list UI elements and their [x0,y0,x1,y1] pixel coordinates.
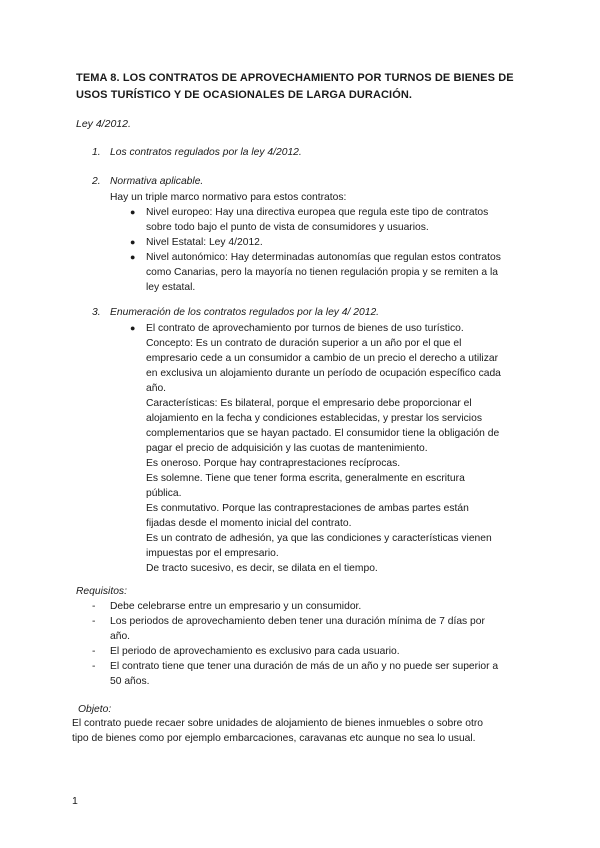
bullet-icon: ● [130,207,136,217]
requisito-item: Los periodos de aprovechamiento deben tener una duración mínima de 7 días por año. [110,616,485,642]
enumeracion-line: Es un contrato de adhesión, ya que las condiciones y características vienen [146,533,492,544]
normativa-intro: Hay un triple marco normativo para estos contratos: [110,192,347,203]
enumeracion-line: impuestas por el empresario. [146,548,279,559]
requisito-item: El periodo de aprovechamiento es exclusivo para cada usuario. [110,646,400,657]
page-number: 1 [72,795,78,807]
objeto-text: El contrato puede recaer sobre unidades de alojamiento de bienes inmuebles o sobre otro tipo de bienes como por ejemplo embarcaciones, caravanas etc aunque no sea lo usual. [72,718,483,744]
enumeracion-line: empresario cede a un consumidor a cambio de un precio el derecho a utilizar [146,353,499,364]
enumeracion-line: en exclusiva un alojamiento durante un período de ocupación específico cada [146,368,501,379]
bullet-icon: ● [130,323,136,333]
dash-icon: - [92,601,96,612]
enumeracion-line: El contrato de aprovechamiento por turnos de bienes de uso turístico. [146,323,464,334]
enumeracion-line: Es conmutativo. Porque las contraprestaciones de ambas partes están [146,503,469,514]
normativa-item-autonomico: Nivel autonómico: Hay determinadas autonomías que regulan estos contratos como Canarias, pero la mayoría no tienen regulación propia y se remiten a la ley estatal. [146,252,501,293]
normativa-item-europeo: Nivel europeo: Hay una directiva europea que regula este tipo de contratos sobre todo bajo el punto de vista de consumidores y usuarios. [146,207,489,233]
section-2-heading: Normativa aplicable. [110,176,204,187]
section-1-heading: Los contratos regulados por la ley 4/2012. [110,147,302,158]
enumeracion-line: fijadas desde el momento inicial del contrato. [146,518,352,529]
normativa-item-estatal: Nivel Estatal: Ley 4/2012. [146,237,263,248]
document-title: TEMA 8. LOS CONTRATOS DE APROVECHAMIENTO POR TURNOS DE BIENES DE USOS TURÍSTICO Y DE OCASIONALES DE LARGA DURACIÓN. [76,72,514,101]
enumeracion-line: Concepto: Es un contrato de duración superior a un año por el que el [146,338,462,349]
section-3-number: 3. [92,307,101,318]
section-1-number: 1. [92,147,101,158]
enumeracion-line: alojamiento en la fecha y condiciones establecidas, y prestar los servicios [146,413,482,424]
requisitos-heading: Requisitos: [76,586,127,597]
bullet-icon: ● [130,237,136,247]
enumeracion-line: Es solemne. Tiene que tener forma escrita, generalmente en escritura [146,473,465,484]
enumeracion-line: pagar el precio de adquisición y las cuotas de mantenimiento. [146,443,428,454]
section-2-number: 2. [92,176,101,187]
bullet-icon: ● [130,252,136,262]
dash-icon: - [92,616,96,627]
enumeracion-line: Es oneroso. Porque hay contraprestaciones recíprocas. [146,458,401,469]
enumeracion-line: pública. [146,488,182,499]
requisito-item: Debe celebrarse entre un empresario y un consumidor. [110,601,362,612]
law-reference: Ley 4/2012. [76,118,131,130]
enumeracion-line: complementarios que se hayan pactado. El consumidor tiene la obligación de [146,428,500,439]
section-3-heading: Enumeración de los contratos regulados por la ley 4/ 2012. [110,307,380,318]
enumeracion-line: año. [146,383,167,394]
enumeracion-block [146,321,501,576]
dash-icon: - [92,646,96,657]
requisito-item: El contrato tiene que tener una duración de más de un año y no puede ser superior a 50 años. [110,661,499,687]
dash-icon: - [92,661,96,672]
objeto-heading: Objeto: [78,704,112,715]
enumeracion-line: De tracto sucesivo, es decir, se dilata en el tiempo. [146,563,378,574]
enumeracion-line: Características: Es bilateral, porque el empresario debe proporcionar el [146,398,472,409]
